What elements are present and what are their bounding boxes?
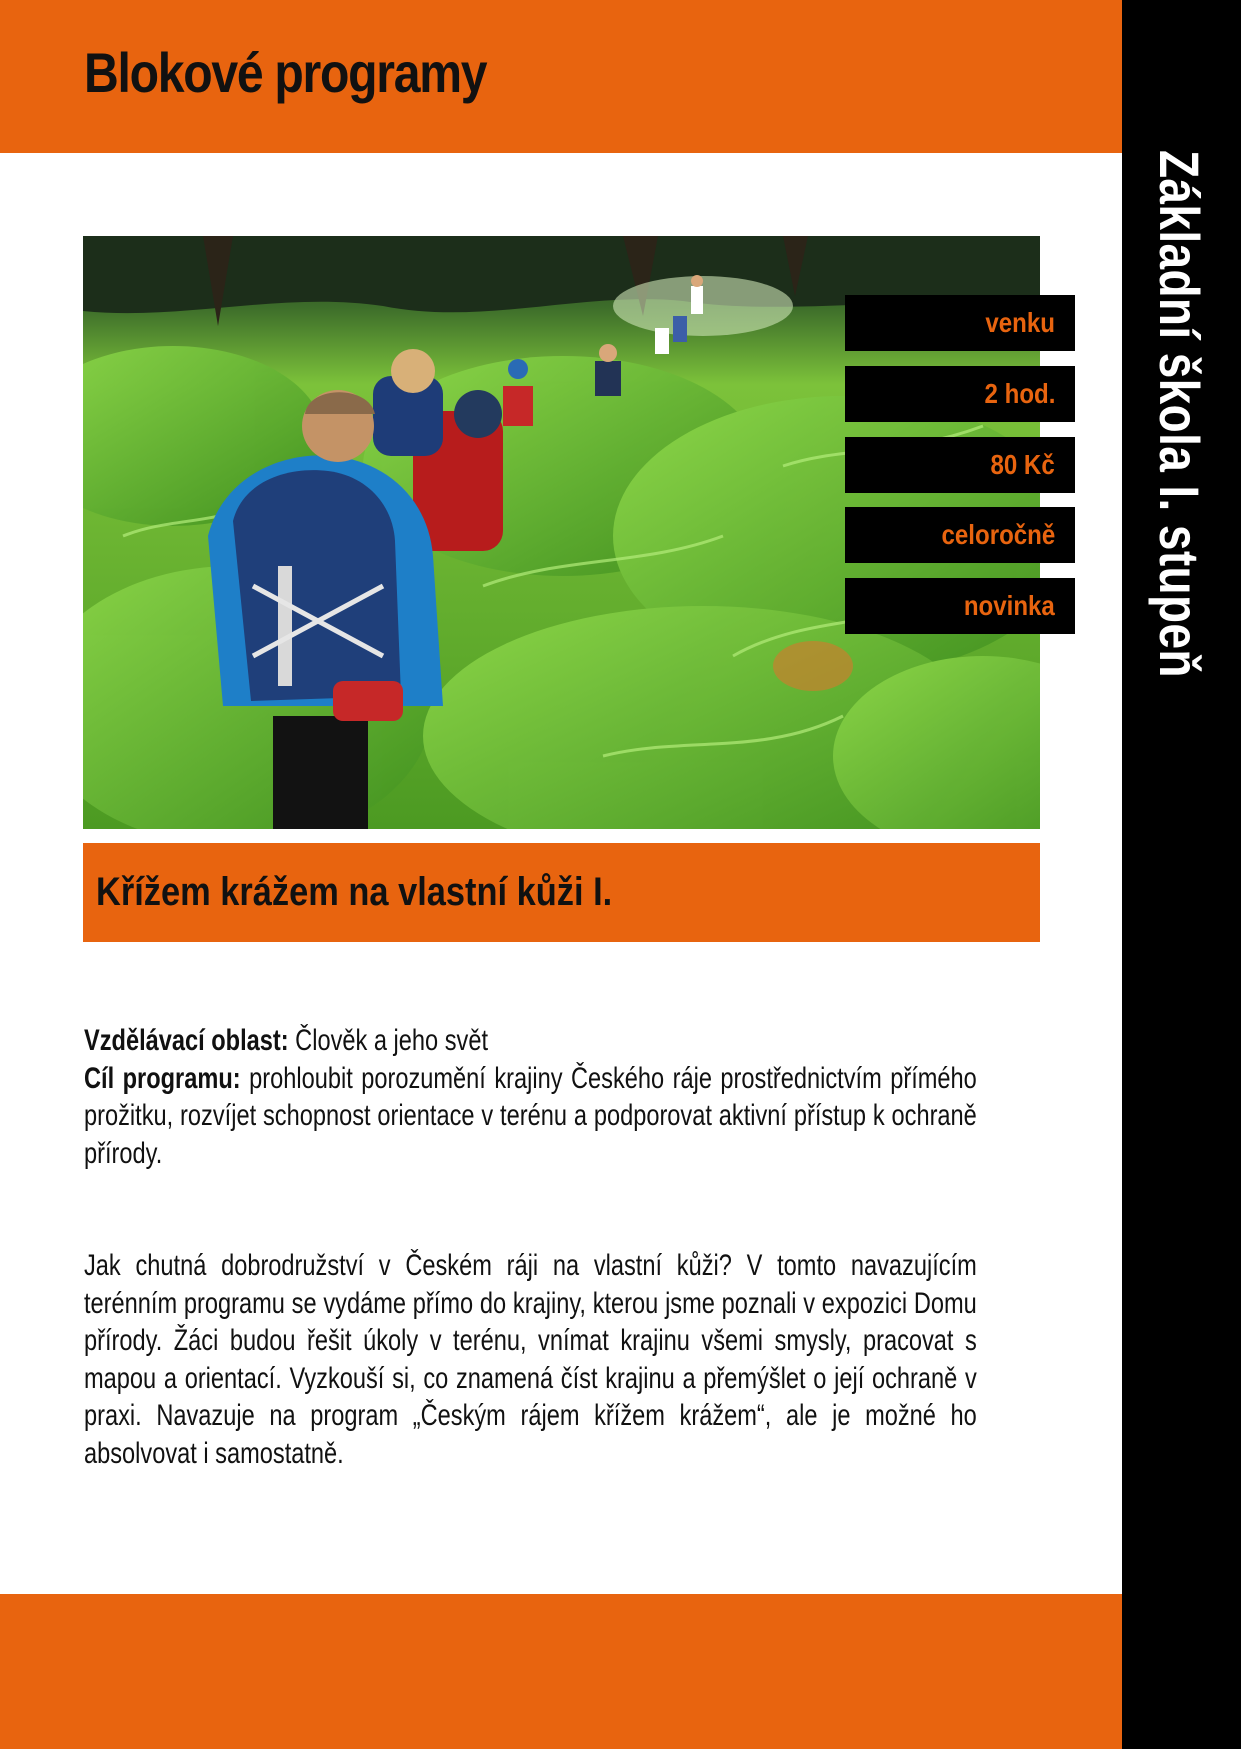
tag-duration: 2 hod.	[845, 366, 1075, 422]
footer-band	[0, 1594, 1122, 1749]
program-goal-label: Cíl programu:	[84, 1061, 241, 1095]
tag-location: venku	[845, 295, 1075, 351]
program-goal	[84, 1060, 977, 1173]
page-title: Blokové programy	[84, 41, 487, 104]
tag-season: celoročně	[845, 507, 1075, 563]
tag-new: novinka	[845, 578, 1075, 634]
program-goal-value: prohloubit porozumění krajiny Českého ráje prostřednictvím přímého prožitku, rozvíjet schopnost orientace v terénu a podporovat aktivní přístup k ochraně přírody.	[84, 1061, 977, 1170]
description-paragraph: Jak chutná dobrodružství v Českém ráji na vlastní kůži? V tomto navazujícím terénním programu se vydáme přímo do krajiny, kterou jsme poznali v expozici Domu přírody. Žáci budou řešit úkoly v terénu, vnímat krajinu všemi smysly, pracovat s mapou a orientací. Vyzkouší si, co znamená číst krajinu a přemýšlet o její ochraně v praxi. Navazuje na program „Českým rájem křížem krážem“, ale je možné ho absolvovat i samostatně.	[84, 1249, 977, 1470]
education-area-label: Vzdělávací oblast:	[84, 1024, 289, 1057]
education-area	[84, 1022, 977, 1060]
side-label: Základní škola I. stupeň	[1148, 150, 1211, 678]
program-description	[84, 1022, 977, 1472]
header-band	[0, 0, 1122, 153]
tag-price: 80 Kč	[845, 437, 1075, 493]
program-title-bar	[83, 843, 1040, 942]
education-area-value: Člověk a jeho svět	[295, 1024, 489, 1057]
program-title: Křížem krážem na vlastní kůži I.	[96, 870, 613, 914]
